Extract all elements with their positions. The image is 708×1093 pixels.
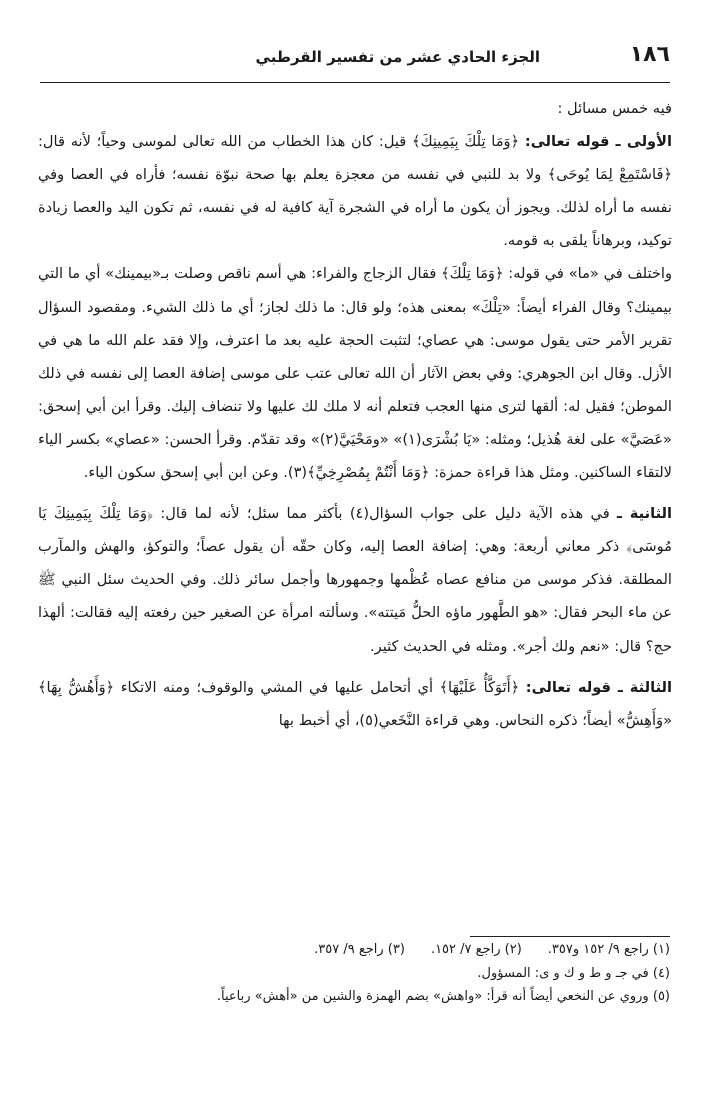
intro-line: فيه خمس مسائل : [557,100,672,117]
footnote-3: (٣) راجع ٩/ ٣٥٧. [314,942,405,957]
footnote-row-1 [40,938,670,962]
footnote-5: (٥) وروي عن النخعي أيضاً أنه قرأ: «واهش» بضم الهمزة والشين من «أهش» رباعياً. [216,989,670,1004]
first-issue-heading: الأولى ـ قوله تعالى: [524,133,673,151]
third-issue-heading: الثالثة ـ قوله تعالى: [525,678,673,696]
footnote-divider [470,936,670,937]
footnote-2: (٢) راجع ٧/ ١٥٢. [430,942,522,957]
second-issue-text: في هذه الآية دليل على جواب السؤال(٤) بأكثر مما سئل؛ لأنه لما قال: ﴿وَمَا تِلْكَ بِيَمِينِكَ يَا مُوسَى﴾ ذكر معاني أربعة: وهي: إضافة العصا إليه، وكان حقّه أن يقول عصاً؛ والتوكؤ، والهش والمآرب المطلقة. فذكر موسى من منافع عصاه عُظْمها وجمهورها وأجمل سائر ذلك. وفي الحديث سئل النبي ﷺ عن ماء البحر فقال: «هو الطَّهور ماؤه الحلُّ مَيتته». وسألته امرأة عن الصغير حين رفعته إليه فقالت: ألهذا حج؟ قال: «نعم ولك أجر». ومثله في الحديث كثير. [38,505,672,655]
footnote-1: (١) راجع ٩/ ١٥٢ و٣٥٧. [547,942,670,957]
paragraph-ma-discussion: واختلف في «ما» في قوله: ﴿وَمَا تِلْكَ﴾ فقال الزجاج والفراء: هي أسم ناقص وصلت بـ«بيمينك» أي ما التي بيمينك؟ وقال الفراء أيضاً: «تِلْكَ» بمعنى هذه؛ ولو قال: ما ذلك لجاز؛ أي ما ذلك الشيء. ومقصود السؤال تقرير الأمر حتى يقول موسى: هي عصاي؛ لتثبت الحجة عليه بعد ما اعترف، وإلا فقد علم الله ما هي في الأزل. وقال ابن الجوهري: وفي بعض الآثار أن الله تعالى عتب على موسى إضافة العصا إلى نفسه في ذلك الموطن؛ فقيل له: ألقها لترى منها العجب فتعلم أنه لا ملك لك عليها ولا تنضاف إليك. وقرأ ابن أبي إسحق: «عَصَيَّ» على لغة هُذيل؛ ومثله: «يَا بُشْرَى(١)» «ومَحْيَيَّ(٢)» وقد تقدّم. وقرأ الحسن: «عصاي» بكسر الياء لالتقاء الساكنين. ومثل هذا قراءة حمزة: ﴿وَمَا أَنْتُمْ بِمُصْرِخِيِّ﴾(٣). وعن ابن أبي إسحق سكون الياء. [38,265,672,482]
page-header [40,40,670,83]
second-issue-heading: الثانية ـ [617,505,673,523]
first-issue-text: ﴿وَمَا تِلْكَ بِيَمِينِكَ﴾ قيل: كان هذا الخطاب من الله تعالى لموسى وحياً؛ لأنه قال: ﴿فَاسْتَمِعْ لِمَا يُوحَى﴾ ولا بد للنبي في نفسه من معجزة يعلم بها صحة نبوّة نفسه؛ فأراه في العصا وفي نفسه ما أراه لذلك. ويجوز أن يكون ما أراه في الشجرة آية كافية له في نفسه، ثم تكون اليد والعصا زيادة توكيد، وبرهاناً يلقى به قومه. [38,133,672,250]
running-title: الجزء الحادي عشر من تفسير القرطبي [255,48,540,66]
footnotes [40,938,670,1009]
paragraph-first-issue [38,125,672,257]
third-issue-text: ﴿أَتَوَكَّأُ عَلَيْهَا﴾ أي أتحامل عليها في المشي والوقوف؛ ومنه الاتكاء ﴿وَأَهُشُّ بِهَا﴾ «وَأَهِشُّ» أيضاً؛ ذكره النحاس. وهي قراءة النَّخَعي(٥)، أي أخبط بها [38,678,672,729]
paragraph-third-issue [38,671,672,737]
paragraph-second-issue [38,497,672,662]
footnote-4: (٤) في جـ و ط و ك و ى: المسؤول. [477,965,670,981]
body-text [38,92,672,737]
page-number: ١٨٦ [629,42,670,67]
